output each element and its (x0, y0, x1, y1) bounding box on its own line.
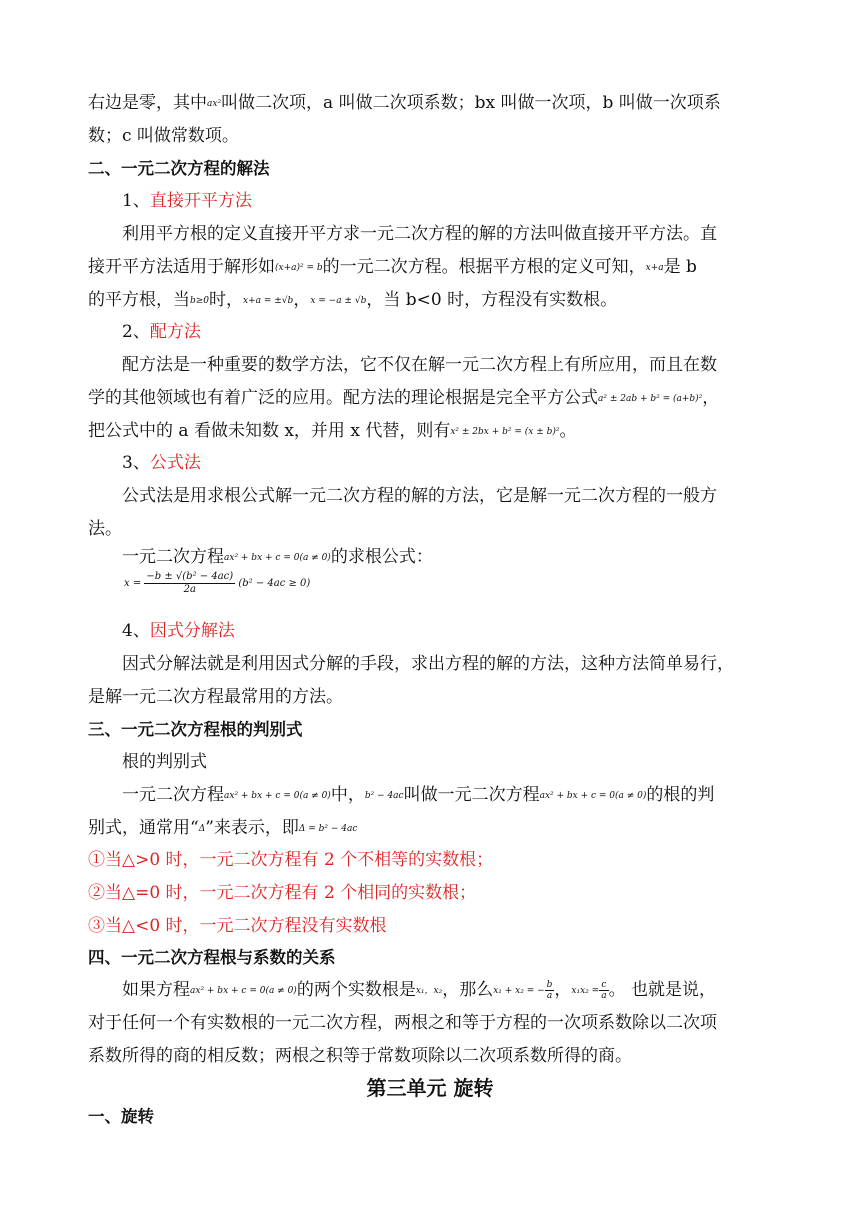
subsection-title: 配方法 (149, 322, 201, 342)
text: ”来表示，即 (205, 818, 299, 838)
formula-condition: (b² − 4ac ≥ 0) (238, 578, 311, 589)
text: 右边是零，其中 (88, 93, 207, 113)
text: 时， (209, 290, 244, 310)
text: 叫做一元二次方程 (403, 785, 540, 805)
text: ， (702, 388, 720, 408)
text: 是 b (663, 257, 697, 277)
text: 一元二次方程 (122, 785, 224, 805)
subsection-heading (122, 320, 201, 344)
quadratic-formula (124, 571, 310, 596)
text: 一元二次方程 (122, 547, 224, 567)
fraction (545, 980, 555, 1001)
subsection-heading (122, 451, 201, 475)
paragraph-line (88, 124, 239, 148)
math-term: Δ (198, 824, 206, 834)
subsection-number: 1、 (122, 191, 150, 211)
math-term: ax² + bx + c = 0(a ≠ 0) (224, 791, 331, 801)
text: 的平方根，当 (88, 290, 190, 310)
formula-denominator: 2a (183, 584, 196, 595)
subsection-title: 公式法 (149, 453, 201, 473)
paragraph-line (122, 652, 734, 676)
math-term: x₁ + x₂ = − (493, 986, 545, 996)
text: 因式分解法就是利用因式分解的手段，求出方程的解的方法，这种方法简单易行， (122, 654, 734, 674)
subsection-heading (122, 619, 235, 643)
math-term: Δ = b² − 4ac (298, 824, 358, 834)
math-term: x₁，x₂ (415, 986, 443, 996)
paragraph-line (88, 685, 343, 709)
formula-numerator: −b ± √(b² − 4ac) (146, 571, 234, 582)
math-term: ax² (207, 99, 222, 109)
text: ，当 b<0 时，方程没有实数根。 (366, 290, 618, 310)
text: 如果方程 (122, 980, 190, 1000)
math-term: x² ± 2bx + b² = (x ± b)² (450, 427, 560, 437)
fraction-numerator: b (546, 980, 553, 990)
text: 中， (330, 785, 365, 805)
paragraph-line (88, 419, 576, 444)
paragraph-line (88, 386, 719, 411)
section-heading: 四、一元二次方程根与系数的关系 (88, 948, 336, 967)
text: 根的判别式 (122, 752, 207, 772)
math-term: b≥0 (190, 296, 210, 306)
formula-fraction (144, 571, 235, 596)
math-term: x+a (645, 263, 664, 273)
math-term: ax² + bx + c = 0(a ≠ 0) (190, 986, 297, 996)
math-term: (x+a)² = b (275, 263, 323, 273)
rule-line: ①当△>0 时，一元二次方程有 2 个不相等的实数根； (88, 850, 494, 870)
text: 叫做二次项，a 叫做二次项系数；bx 叫做一次项，b 叫做一次项系 (221, 93, 721, 113)
math-term: x+a = ±√b (243, 296, 294, 306)
math-term: b² − 4ac (364, 791, 404, 801)
math-term: ax² + bx + c = 0(a ≠ 0) (224, 553, 331, 563)
text: 把公式中的 a 看做未知数 x，并用 x 代替，则有 (88, 421, 451, 441)
subsection-title: 直接开平方法 (149, 191, 252, 211)
rule-line: ③当△<0 时，一元二次方程没有实数根 (88, 916, 387, 936)
section-heading: 一、旋转 (88, 1107, 154, 1126)
paragraph-line (88, 91, 721, 116)
paragraph-line (122, 222, 717, 246)
text: 数；c 叫做常数项。 (88, 126, 239, 146)
fraction-denominator: a (546, 991, 553, 1001)
rule-line: ②当△=0 时，一元二次方程有 2 个相同的实数根； (88, 883, 477, 903)
subsection-number: 3、 (122, 453, 150, 473)
paragraph-line (122, 783, 714, 808)
text: 是解一元二次方程最常用的方法。 (88, 687, 343, 707)
section-heading: 三、一元二次方程根的判别式 (88, 720, 303, 739)
math-term: a² ± 2ab + b² = (a+b)² (598, 394, 703, 404)
fraction-denominator: a (601, 991, 607, 1001)
paragraph-line (88, 517, 122, 541)
section-heading: 二、一元二次方程的解法 (88, 159, 270, 178)
math-term: ax² + bx + c = 0(a ≠ 0) (539, 791, 647, 801)
subsection-number: 2、 (122, 322, 150, 342)
paragraph-line (122, 353, 717, 377)
text: ，那么 (442, 980, 494, 1000)
paragraph-line (88, 1044, 632, 1068)
paragraph-line (88, 1011, 717, 1035)
text: 接开平方法适用于解形如 (88, 257, 275, 277)
paragraph-line (88, 255, 697, 280)
subsection-heading (122, 189, 252, 213)
paragraph-line (122, 545, 433, 570)
text: 对于任何一个有实数根的一元二次方程，两根之和等于方程的一次项系数除以二次项 (88, 1013, 717, 1033)
fraction-numerator: c (599, 980, 608, 991)
paragraph-line (122, 750, 207, 774)
text: 的两个实数根是 (296, 980, 416, 1000)
text: 的一元二次方程。根据平方根的定义可知， (322, 257, 646, 277)
paragraph-line (88, 816, 357, 841)
paragraph-line (88, 288, 617, 313)
paragraph-line (122, 484, 717, 508)
text: 配方法是一种重要的数学方法，它不仅在解一元二次方程上有所应用，而且在数 (122, 355, 717, 375)
text: 利用平方根的定义直接开平方求一元二次方程的解的方法叫做直接开平方法。直 (122, 224, 717, 244)
formula-lhs: x = (124, 578, 142, 589)
text: 法。 (88, 519, 122, 539)
text: 的求根公式： (330, 547, 433, 567)
subsection-title: 因式分解法 (149, 621, 235, 641)
paragraph-line (122, 978, 716, 1003)
text: ， (554, 980, 572, 1000)
subsection-number: 4、 (122, 621, 150, 641)
text: 学的其他领域也有着广泛的应用。配方法的理论根据是完全平方公式 (88, 388, 598, 408)
text: 别式，通常用“ (88, 818, 199, 838)
text: 。 也就是说， (608, 980, 716, 1000)
unit-title: 第三单元 旋转 (366, 1076, 494, 1100)
math-term: x = −a ± √b (310, 296, 367, 306)
text: 公式法是用求根公式解一元二次方程的解的方法，它是解一元二次方程的一般方 (122, 486, 717, 506)
fraction (599, 980, 608, 1001)
text: 的根的判 (646, 785, 715, 805)
math-term: x₁x₂ = (571, 986, 600, 996)
text: 系数所得的商的相反数；两根之积等于常数项除以二次项系数所得的商。 (88, 1046, 632, 1066)
text: 。 (559, 421, 577, 441)
text: ， (293, 290, 311, 310)
